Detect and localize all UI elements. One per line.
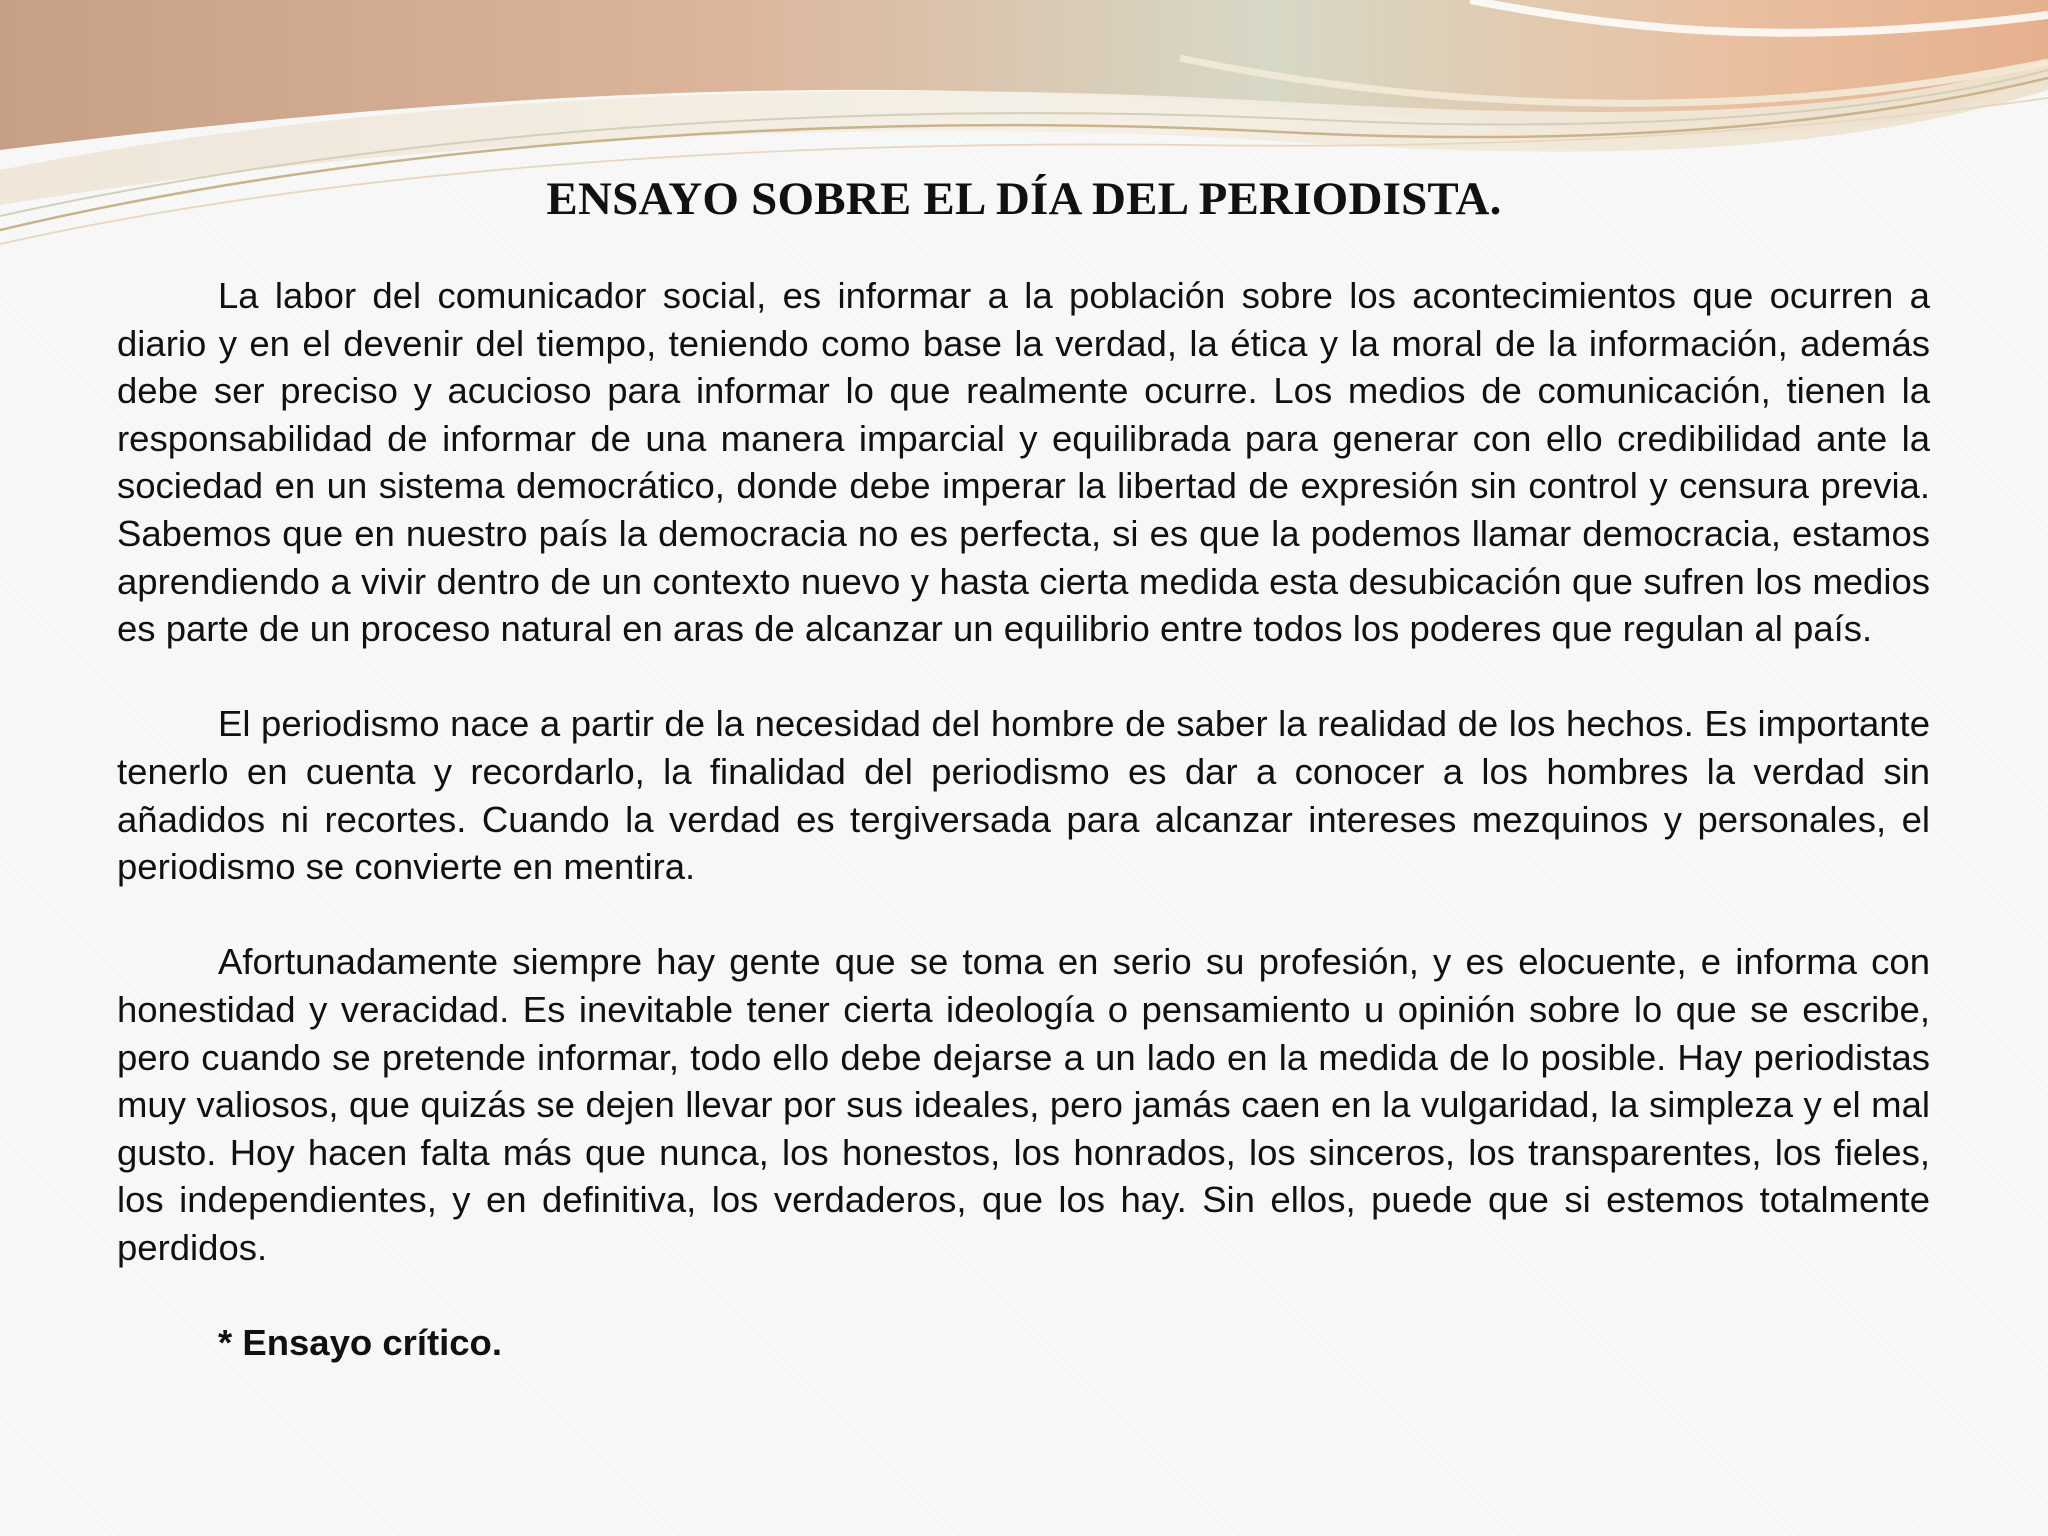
header-wave-decoration	[0, 0, 2048, 300]
document-title: ENSAYO SOBRE EL DÍA DEL PERIODISTA.	[546, 173, 1502, 225]
paragraph-2: El periodismo nace a partir de la necesidad del hombre de saber la realidad de los hechos. Es importante tenerlo en cuenta y recordarlo, la finalidad del periodismo es dar a conocer a los hombres la verdad sin añadidos ni recortes. Cuando la verdad es tergiversada para alcanzar intereses mezquinos y personales, el periodismo se convierte en mentira.	[117, 703, 1930, 888]
essay-note: * Ensayo crítico.	[218, 1322, 502, 1364]
paragraph-1: La labor del comunicador social, es informar a la población sobre los acontecimientos que ocurren a diario y en el devenir del tiempo, teniendo como base la verdad, la ética y la moral de la información, además debe ser preciso y acucioso para informar lo que realmente ocurre. Los medios de comunicación, tienen la responsabilidad de informar de una manera imparcial y equilibrada para generar con ello credibilidad ante la sociedad en un sistema democrático, donde debe imperar la libertad de expresión sin control y censura previa. Sabemos que en nuestro país la democracia no es perfecta, si es que la podemos llamar democracia, estamos aprendiendo a vivir dentro de un contexto nuevo y hasta cierta medida esta desubicación que sufren los medios es parte de un proceso natural en aras de alcanzar un equilibrio entre todos los poderes que regulan al país.	[117, 275, 1930, 650]
paragraph-3: Afortunadamente siempre hay gente que se toma en serio su profesión, y es elocuente, e informa con honestidad y veracidad. Es inevitable tener cierta ideología o pensamiento u opinión sobre lo que se escribe, pero cuando se pretende informar, todo ello debe dejarse a un lado en la medida de lo posible. Hay periodistas muy valiosos, que quizás se dejen llevar por sus ideales, pero jamás caen en la vulgaridad, la simpleza y el mal gusto. Hoy hacen falta más que nunca, los honestos, los honrados, los sinceros, los transparentes, los fieles, los independientes, y en definitiva, los verdaderos, que los hay. Sin ellos, puede que si estemos totalmente perdidos.	[117, 941, 1930, 1268]
essay-body	[117, 272, 1930, 1367]
